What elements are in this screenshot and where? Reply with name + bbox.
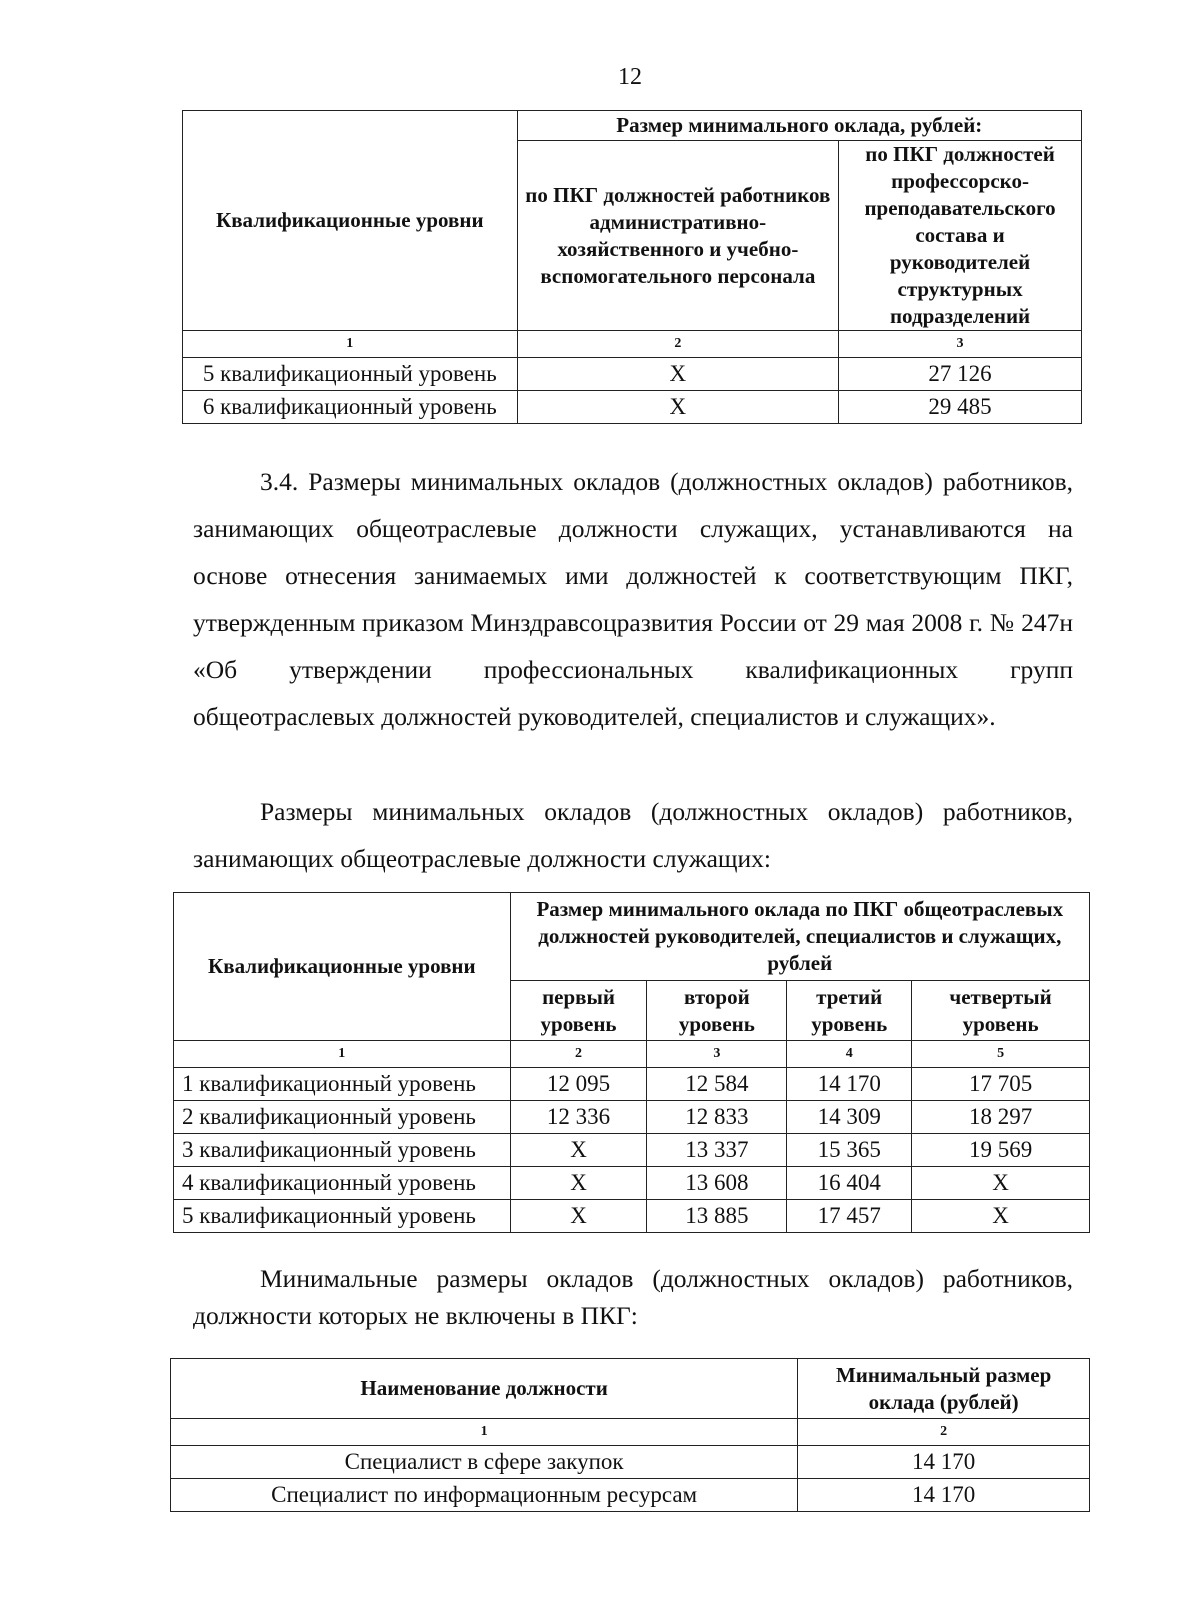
value-cell: Х [912,1167,1090,1200]
table2-level-header: второй уровень [647,981,787,1041]
level-cell: 6 квалификационный уровень [183,391,518,424]
table1-col3-header: по ПКГ должностей профессорско-преподавательского состава и руководителей структурных подразделений [839,141,1082,331]
level-cell: 5 квалификационный уровень [174,1200,511,1233]
table2-col-number: 4 [787,1041,912,1068]
table-row [183,391,1082,424]
table2-col-number: 2 [510,1041,647,1068]
value-cell: 12 833 [647,1101,787,1134]
value-cell: Х [912,1200,1090,1233]
table-row [183,358,1082,391]
table2-group-header: Размер минимального оклада по ПКГ общеотраслевых должностей руководителей, специалистов и служащих, рублей [510,893,1089,981]
table-row [171,1446,1090,1479]
value-cell: 18 297 [912,1101,1090,1134]
value-cell: 14 170 [787,1068,912,1101]
table2-col-number: 1 [174,1041,511,1068]
level-cell: 2 квалификационный уровень [174,1101,511,1134]
salary-table-2 [173,892,1090,1233]
paragraph-3-4: 3.4. Размеры минимальных окладов (должностных окладов) работников, занимающих общеотраслевые должности служащих, устанавливаются на основе отнесения занимаемых ими должностей к соответствующим ПКГ, утвержденным приказом Минздравсоцразвития России от 29 мая 2008 г. № 247н «Об утверждении профессиональных квалификационных групп общеотраслевых должностей руководителей, специалистов и служащих». [193,467,1073,731]
table-row [174,1167,1090,1200]
position-name-cell: Специалист в сфере закупок [171,1446,798,1479]
value-cell: 29 485 [839,391,1082,424]
level-cell: 1 квалификационный уровень [174,1068,511,1101]
level-cell: 5 квалификационный уровень [183,358,518,391]
table3-col-number: 2 [798,1419,1090,1446]
value-cell: 13 608 [647,1167,787,1200]
page-number: 12 [618,64,642,90]
value-cell: Х [517,391,839,424]
value-cell: 14 170 [798,1479,1090,1512]
value-cell: 17 705 [912,1068,1090,1101]
table2-col-number: 5 [912,1041,1090,1068]
value-cell: Х [510,1134,647,1167]
table1-group-header: Размер минимального оклада, рублей: [517,111,1081,141]
table-row [174,1101,1090,1134]
value-cell: 16 404 [787,1167,912,1200]
table1-col-number: 2 [517,331,839,358]
value-cell: Х [510,1167,647,1200]
table3-col1-header: Наименование должности [171,1359,798,1419]
table1-col2-header: по ПКГ должностей работников административно-хозяйственного и учебно-вспомогательного персонала [517,141,839,331]
position-name-cell: Специалист по информационным ресурсам [171,1479,798,1512]
salary-table-3 [170,1358,1090,1512]
salary-table-1 [182,110,1082,424]
paragraph-table2-intro: Размеры минимальных окладов (должностных окладов) работников, занимающих общеотраслевые должности служащих: [193,797,1073,873]
paragraph-table3-intro: Минимальные размеры окладов (должностных окладов) работников, должности которых не включены в ПКГ: [193,1264,1073,1330]
level-cell: 4 квалификационный уровень [174,1167,511,1200]
value-cell: 12 336 [510,1101,647,1134]
value-cell: 27 126 [839,358,1082,391]
table2-level-header: первый уровень [510,981,647,1041]
table1-col-number: 1 [183,331,518,358]
value-cell: 14 170 [798,1446,1090,1479]
table1-col1-header: Квалификационные уровни [183,111,518,331]
table2-level-header: третий уровень [787,981,912,1041]
table2-level-header: четвертый уровень [912,981,1090,1041]
table3-col-number: 1 [171,1419,798,1446]
table-row [174,1134,1090,1167]
value-cell: 12 584 [647,1068,787,1101]
value-cell: Х [510,1200,647,1233]
value-cell: 15 365 [787,1134,912,1167]
table2-col1-header: Квалификационные уровни [174,893,511,1041]
table3-col2-header: Минимальный размер оклада (рублей) [798,1359,1090,1419]
value-cell: Х [517,358,839,391]
value-cell: 12 095 [510,1068,647,1101]
table1-col-number: 3 [839,331,1082,358]
value-cell: 19 569 [912,1134,1090,1167]
value-cell: 14 309 [787,1101,912,1134]
value-cell: 13 337 [647,1134,787,1167]
value-cell: 17 457 [787,1200,912,1233]
value-cell: 13 885 [647,1200,787,1233]
table-row [174,1200,1090,1233]
table2-col-number: 3 [647,1041,787,1068]
table-row [171,1479,1090,1512]
level-cell: 3 квалификационный уровень [174,1134,511,1167]
table-row [174,1068,1090,1101]
